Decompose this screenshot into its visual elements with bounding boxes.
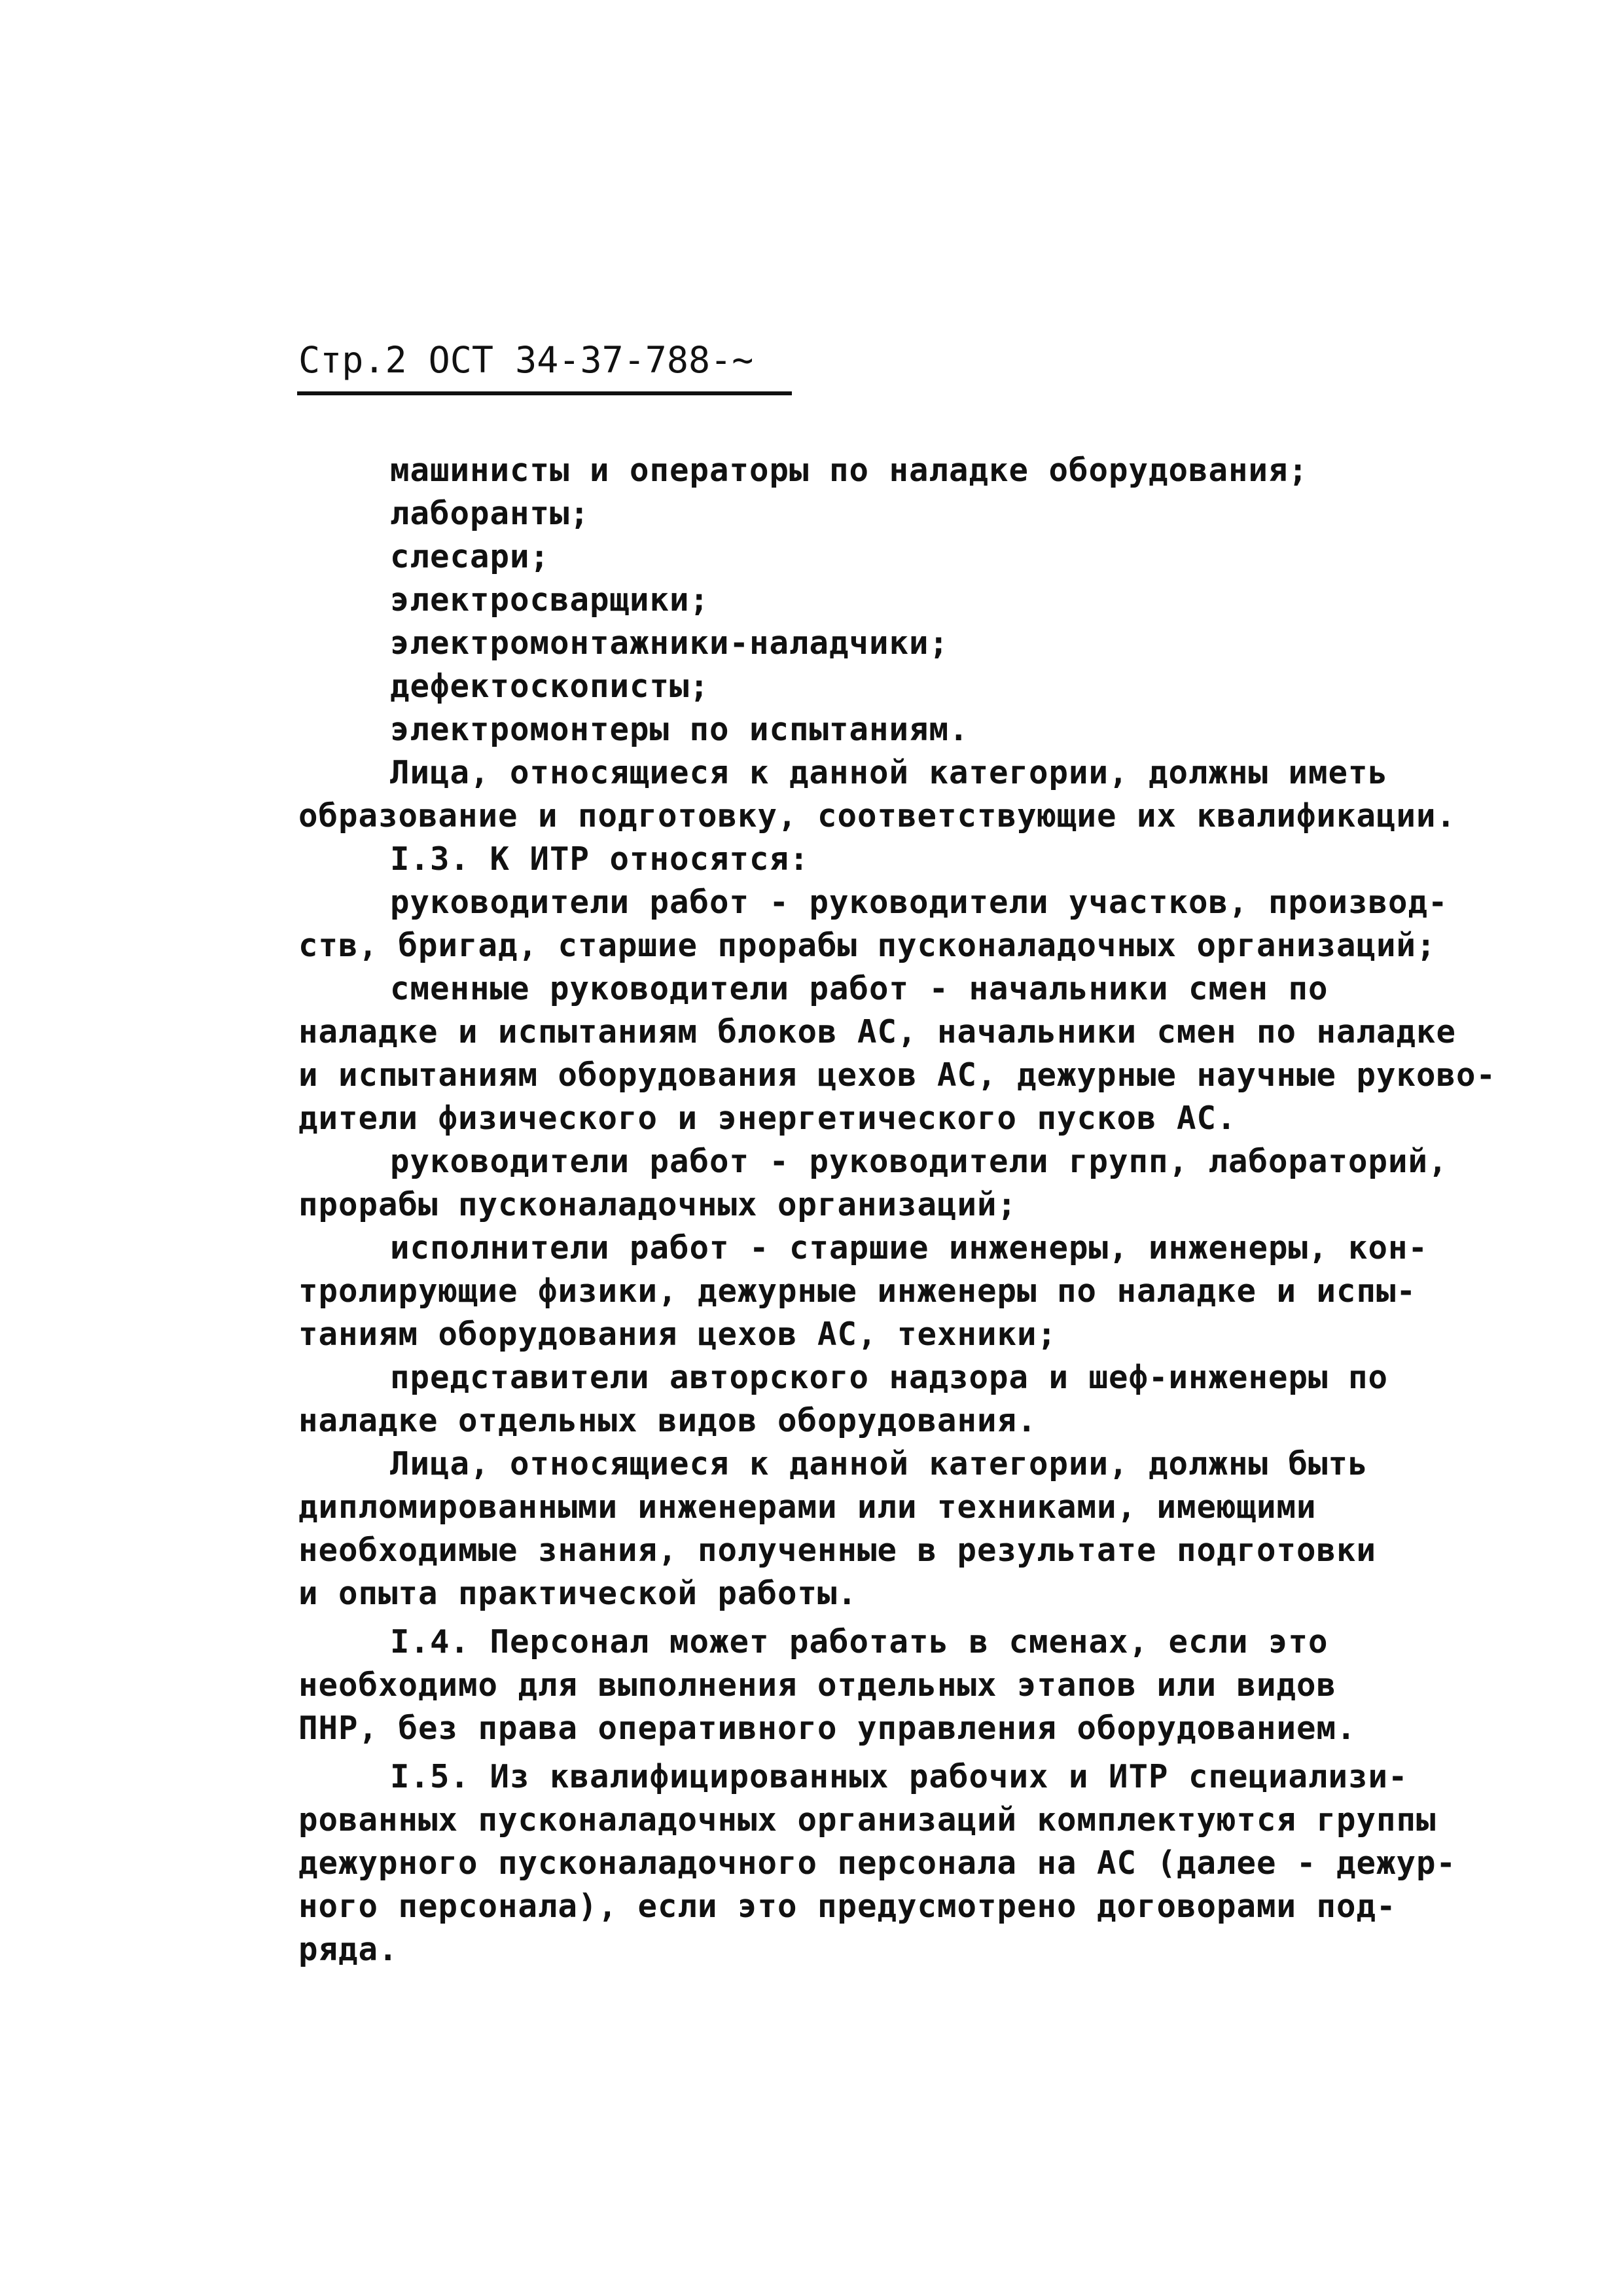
text-line: наладке и испытаниям блоков АС, начальники смен по наладке [298, 1013, 1457, 1050]
section-heading-1-3: I.3. К ИТР относятся: [390, 840, 810, 878]
text-line: представители авторского надзора и шеф-инженеры по [390, 1359, 1389, 1396]
text-line: ряда. [298, 1931, 399, 1968]
text-line: дители физического и энергетического пусков АС. [298, 1100, 1237, 1137]
text-line: прорабы пусконаладочных организаций; [298, 1186, 1018, 1223]
text-line: электросварщики; [390, 581, 710, 619]
text-line: ств, бригад, старшие прорабы пусконаладочных организаций; [298, 927, 1436, 964]
text-line: дежурного пусконаладочного персонала на АС (далее - дежур- [298, 1844, 1457, 1882]
text-line: дефектоскописты; [390, 668, 710, 705]
section-heading-1-4: I.4. Персонал может работать в сменах, если это [390, 1623, 1329, 1660]
document-body [298, 449, 1497, 1971]
text-line: электромонтеры по испытаниям. [390, 711, 969, 748]
text-line: необходимые знания, полученные в результате подготовки [298, 1532, 1377, 1569]
text-line: и испытаниям оборудования цехов АС, дежурные научные руково- [298, 1056, 1497, 1094]
text-line: электромонтажники-наладчики; [390, 624, 950, 662]
text-line: рованных пусконаладочных организаций комплектуются группы [298, 1801, 1436, 1839]
section-heading-1-5: I.5. Из квалифицированных рабочих и ИТР специализи- [390, 1758, 1408, 1795]
page-header: Стр.2 ОСТ 34-37-788-~ [298, 339, 754, 381]
text-line: Лица, относящиеся к данной категории, должны быть [390, 1445, 1368, 1482]
text-line: образование и подготовку, соответствующие их квалификации. [298, 797, 1457, 834]
text-line: лаборанты; [390, 495, 590, 532]
text-line: ного персонала), если это предусмотрено договорами под- [298, 1888, 1397, 1925]
text-line: дипломированными инженерами или техниками, имеющими [298, 1488, 1317, 1526]
header-underline [297, 391, 792, 395]
text-line: исполнители работ - старшие инженеры, инженеры, кон- [390, 1229, 1429, 1266]
text-line: слесари; [390, 538, 550, 575]
text-line: наладке отдельных видов оборудования. [298, 1402, 1037, 1439]
text-line: необходимо для выполнения отдельных этапов или видов [298, 1666, 1337, 1704]
text-line: и опыта практической работы. [298, 1575, 858, 1612]
text-line: машинисты и операторы по наладке оборудования; [390, 452, 1309, 489]
text-line: сменные руководители работ - начальники смен по [390, 970, 1329, 1007]
text-line: Лица, относящиеся к данной категории, должны иметь [390, 754, 1389, 791]
text-line: тролирующие физики, дежурные инженеры по наладке и испы- [298, 1272, 1417, 1310]
text-line: ПНР, без права оперативного управления оборудованием. [298, 1710, 1357, 1747]
text-line: руководители работ - руководители участков, производ- [390, 884, 1448, 921]
text-line: руководители работ - руководители групп, лабораторий, [390, 1143, 1448, 1180]
text-line: таниям оборудования цехов АС, техники; [298, 1316, 1058, 1353]
